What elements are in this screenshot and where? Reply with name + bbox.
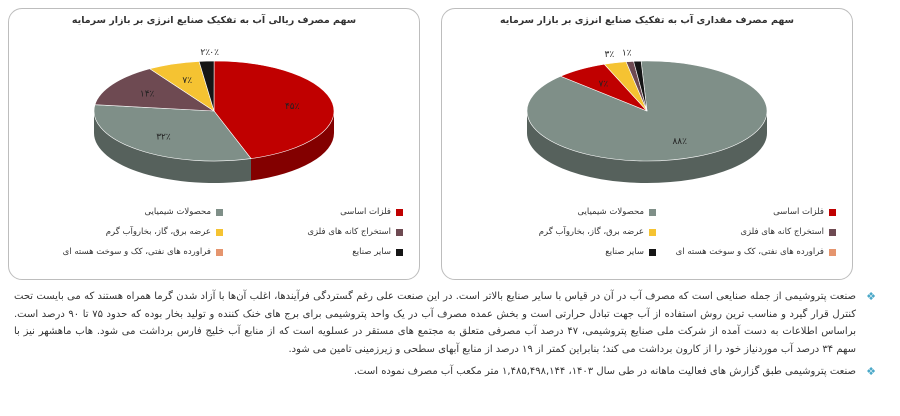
pie-data-label: ۳۲٪: [156, 132, 171, 143]
legend-item-petroleum-products: [676, 247, 836, 257]
pie-chart-volume-share: [442, 31, 852, 209]
legend-label: عرضه برق، گاز، بخاروآب گرم: [538, 227, 644, 237]
pie-data-label: ۴۵٪: [284, 101, 300, 112]
legend-label: فلزات اساسی: [773, 207, 824, 217]
pie-data-label: ۱۴٪: [139, 89, 155, 100]
analysis-text: [14, 288, 878, 386]
legend-label: محصولات شیمیایی: [144, 207, 211, 217]
chart-title-value-share: سهم مصرف ریالی آب به تفکیک صنایع انرژی بر بازار سرمایه: [71, 15, 357, 26]
chart-title-volume-share: سهم مصرف مقداری آب به تفکیک صنایع انرژی بر بازار سرمایه: [499, 15, 795, 26]
water-value-share-chart-panel: [8, 8, 420, 280]
legend-label: فلزات اساسی: [340, 207, 391, 217]
legend-item-other-industries: [605, 247, 656, 257]
legend-swatch: [216, 209, 223, 216]
legend-item-electricity-gas: [106, 227, 223, 237]
legend-item-chemicals: [577, 207, 656, 217]
legend-label: محصولات شیمیایی: [577, 207, 644, 217]
legend-item-other-industries: [352, 247, 403, 257]
diamond-bullet-icon: ❖: [866, 290, 876, 303]
legend-label: عرضه برق، گاز، بخاروآب گرم: [105, 227, 211, 237]
paragraph-text: صنعت پتروشیمی از جمله صنایعی است که مصرف آب در آن در قیاس با سایر صنایع بالاتر است. در این صنعت علی رغم گستردگی فرآیندها، اغلب آن‌ها با آزاد شدن گرما همراه هستند که می بایست تحت کنترل قرار گیرد و مناسب ترین روش استفاده از آب جهت تبادل حرارتی است و بخش عمده مصرف آب در یک واحد پتروشیمی برای برج های خنک کننده و تولید بخار بوده که حدود ۷۵ تا ۹۰ درصد است. براساس اطلاعات به دست آمده از شرکت ملی صنایع پتروشیمی، ۴۷ درصد آب مصرفی متعلق به مجتمع های مستقر در عسلویه است که از منابع آب خلیج فارس برداشت می شود. هاب ماهشهر نیز با سهم ۳۴ درصد آب موردنیاز خود را از کارون برداشت می کند؛ بنابراین کمتر از ۱۹ درصد از منابع آبهای سطحی و زیرزمینی تامین می شود.: [14, 291, 857, 355]
pie-data-label: ۷٪: [598, 79, 609, 90]
legend-item-basic-metals: [340, 207, 403, 217]
legend-item-metal-ore-mining: [307, 227, 403, 237]
bullet-item: [14, 288, 878, 358]
water-volume-share-chart-panel: [441, 8, 853, 280]
legend-item-petroleum-products: [63, 247, 223, 257]
legend-label: سایر صنایع: [605, 247, 644, 257]
legend-label: فراورده های نفتی، کک و سوخت هسته ای: [675, 247, 824, 257]
legend-swatch: [829, 249, 836, 256]
legend-swatch: [649, 209, 656, 216]
pie-data-label: ۱٪: [621, 48, 632, 59]
legend-item-metal-ore-mining: [740, 227, 836, 237]
legend-swatch: [649, 249, 656, 256]
legend-swatch: [216, 229, 223, 236]
legend-item-chemicals: [144, 207, 223, 217]
legend-swatch: [396, 249, 403, 256]
diamond-bullet-icon: ❖: [866, 365, 876, 378]
legend-swatch: [829, 229, 836, 236]
pie-data-label: ۸۸٪: [672, 137, 687, 148]
legend-swatch: [396, 209, 403, 216]
bullet-item: [14, 363, 878, 381]
pie-chart-value-share: [9, 31, 419, 209]
legend-swatch: [829, 209, 836, 216]
legend-label: استخراج کانه های فلزی: [740, 227, 824, 237]
legend-label: سایر صنایع: [352, 247, 391, 257]
legend-swatch: [216, 249, 223, 256]
pie-data-label: ۰٪: [209, 48, 219, 59]
legend-label: فراورده های نفتی، کک و سوخت هسته ای: [62, 247, 211, 257]
legend-item-electricity-gas: [539, 227, 656, 237]
paragraph-text: صنعت پتروشیمی طبق گزارش های فعالیت ماهانه در طی سال ۱۴۰۳، ۱,۴۸۵,۴۹۸,۱۴۴ متر مکعب آب مصرف نموده است.: [353, 366, 856, 377]
legend-label: استخراج کانه های فلزی: [307, 227, 391, 237]
legend-swatch: [649, 229, 656, 236]
pie-data-label: ۷٪: [182, 75, 193, 86]
pie-data-label: ۳٪: [604, 50, 615, 61]
pie-data-label: ۲٪: [200, 48, 211, 59]
legend-item-basic-metals: [773, 207, 836, 217]
legend-swatch: [396, 229, 403, 236]
